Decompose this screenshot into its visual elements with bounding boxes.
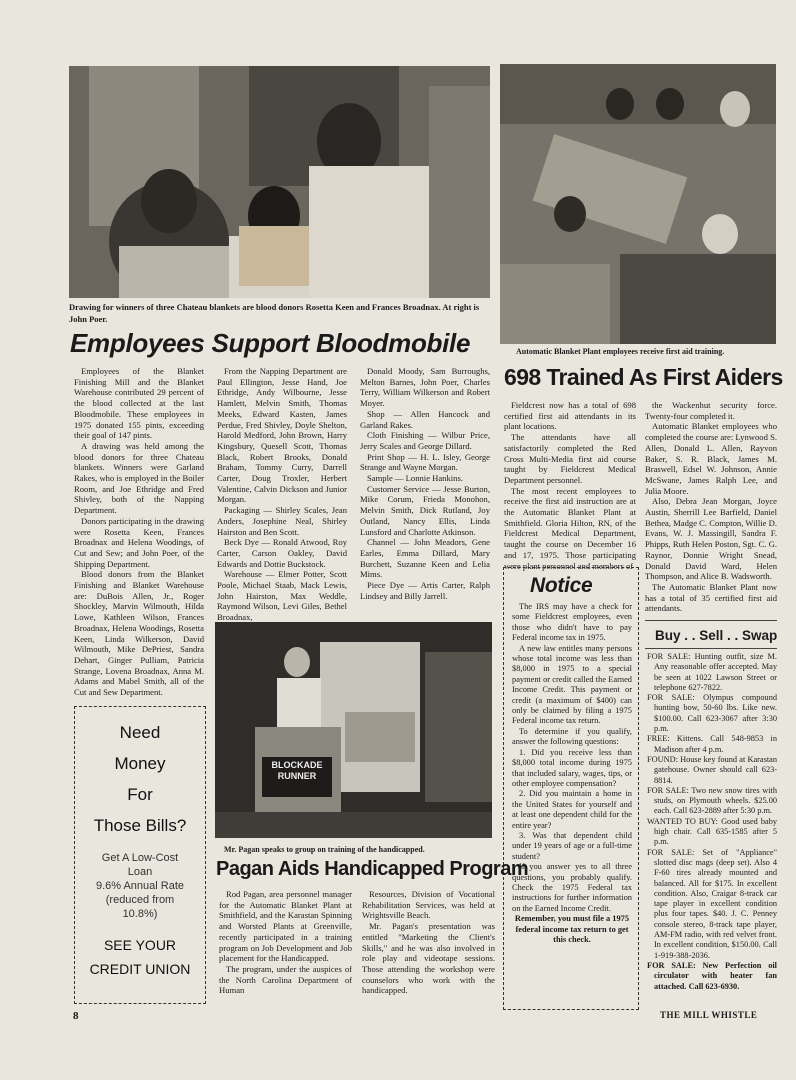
notice-paragraph: To determine if you qualify, answer the following questions: (512, 726, 632, 747)
ad-subtext-line: 10.8%) (122, 908, 158, 920)
bloodmobile-column-1 (74, 366, 204, 698)
first-aid-column-1 (504, 400, 636, 571)
ad-subtext-line: (reduced from (105, 894, 175, 906)
pagan-paragraph: Rod Pagan, area personnel manager for the Automatic Blanket Plant at Smithfield, and the Karastan Spinning and Worsted Plants at Greenville, recently participated in a training program on Job Development and Job placement for the Handicapped. (219, 889, 352, 964)
classifieds-title: Buy . . Sell . . Swap (655, 628, 778, 643)
classified-item: FOR SALE: Hunting outfit, size M. Any reasonable offer accepted. May be seen at 1022 Lawson Street or telephone 627-7822. (647, 652, 777, 692)
bloodmobile-paragraph: Warehouse — Elmer Potter, Scott Poole, Michael Staab, Mack Lewis, John Hairston, Max Weddle, Raymond Wilson, Levi Giles, Bethel Broadnax, (217, 569, 347, 623)
first-aid-paragraph: Automatic Blanket employees who completed the course are: Lynwood S. Allen, Donald L. Allen, Rayvon Baker, S. R. Black, James M. Braswell, Edsel W. Johnson, Annie McSwane, James Ralph Lee, and Julia Moore. (645, 421, 777, 496)
bloodmobile-paragraph: Packaging — Shirley Scales, Jean Anders, Josephine Neal, Shirley Hairston and Ben Scott. (217, 505, 347, 537)
pagan-column-2 (362, 889, 495, 996)
bloodmobile-paragraph: A drawing was held among the blood donors for three Chateau blankets. Winners were Garland Rakes, who is employed in the Boiler Room, and Joe Ethridge and Fred Shivley, both of the Napping Department. (74, 440, 204, 516)
bloodmobile-paragraph: Blood donors from the Blanket Finishing and Blanket Warehouse are: DuBois Allen, Jr., Roger Shockley, Marvin Wilmouth, Hilda Lowe, Kathleen Wilson, Frances Broadnax, Helena Woodings, Rosetta Keen, Linda Wilkerson, David Wilmouth, Mike DePriest, Sandra Dehart, Ginger Pulliam, Patricia Strange, Lovena Broadnax, Anna M. Adams and Mabel Smith, all of the Cut and Sew Department. (74, 569, 204, 698)
notice-remember: Remember, you must file a 1975 federal income tax return to get this check. (514, 914, 630, 944)
classified-item: FOR SALE: Olympus compound hunting bow, 50-60 lbs. Like new. $100.00. Call 623-3067 after 3:30 p.m. (647, 693, 777, 734)
notice-paragraph: 2. Did you maintain a home in the United States for yourself and at least one dependent child for the entire year? (512, 789, 632, 830)
first-aid-paragraph: The attendants have all satisfactorily completed the Red Cross Multi-Media first aid course taught by Fieldcrest Medical Department personnel. (504, 432, 636, 485)
first-aid-photo (500, 64, 776, 344)
publication-name: THE MILL WHISTLE (660, 1010, 758, 1020)
notice-paragraph: If you answer yes to all three questions, you probably qualify. Check the 1975 Federal tax instructions for further information on the Earned Income Credit. (512, 862, 632, 913)
first-aid-caption: Automatic Blanket Plant employees receive first aid training. (516, 347, 725, 356)
classified-item: FOUND: House key found at Karastan gatehouse. Owner should call 623-8814. (647, 754, 777, 785)
first-aid-paragraph: The Automatic Blanket Plant now has a total of 35 certified first aid attendants. (645, 581, 777, 614)
page-number: 8 (73, 1010, 79, 1022)
bloodmobile-column-2 (217, 366, 347, 623)
pagan-caption: Mr. Pagan speaks to group on training of the handicapped. (224, 845, 425, 854)
ad-subtext-line: Get A Low-Cost (101, 852, 179, 864)
classified-item: FOR SALE: Two new snow tires with studs, on Plymouth wheels. $25.00 each. Call 623-2889 after 5:30 p.m. (647, 785, 777, 816)
pagan-paragraph: Mr. Pagan's presentation was entitled "Marketing the Client's Skills," and he was also involved in role play and videotape sessions. Those attending the workshop were counselors who work with the handicapped. (362, 921, 495, 996)
notice-paragraph: The IRS may have a check for some Fieldcrest employees, even those who didn't have to pay Federal income tax in 1975. (512, 602, 632, 643)
first-aid-photo-art (500, 64, 776, 344)
bloodmobile-column-3 (360, 366, 490, 601)
bloodmobile-paragraph: Print Shop — H. L. Isley, George Strange and Wayne Morgan. (360, 451, 490, 473)
notice-paragraph: 1. Did you receive less than $8,000 total income during 1975 that included salary, wages, tips, or other employee compensation? (512, 747, 632, 788)
ad-headline (75, 717, 205, 841)
ad-headline-line: For (127, 785, 153, 804)
ad-headline-line: Those Bills? (93, 816, 187, 835)
bloodmobile-paragraph: Beck Dye — Ronald Atwood, Roy Carter, Carson Oakley, David Edwards and Dottie Buckstock. (217, 537, 347, 569)
ad-headline-line: Need (119, 723, 161, 742)
first-aid-paragraph: The most recent employees to receive the first aid instruction are at the Automatic Blanket Plant at Smithfield. Gloria Hilton, RN, of the Fieldcrest Medical Department, taught the course on December 16 and 17, 1975. Those participating were plant personnel and members of (504, 485, 636, 571)
pagan-photo-art (215, 622, 492, 838)
notice-paragraph: 3. Was that dependent child under 19 years of age or a full-time student? (512, 830, 632, 861)
ad-cta-line: CREDIT UNION (89, 961, 191, 977)
classifieds-list (647, 652, 777, 992)
pagan-paragraph: Resources, Division of Vocational Rehabilitation Services, was held at Wrightsville Beach. (362, 889, 495, 921)
first-aid-column-2 (645, 400, 777, 614)
first-aid-paragraph: the Wackenhut security force. Twenty-four completed it. (645, 400, 777, 421)
classified-item: FREE: Kittens. Call 548-9853 in Madison after 4 p.m. (647, 734, 777, 754)
first-aid-paragraph: Also, Debra Jean Morgan, Joyce Austin, Sherrill Lee Barfield, Daniel Bethea, Madge C. Compton, Willie D. Evans, W. J. Massingill, Sandra F. Phipps, Ruth Helen Poston, Sgt. C. G. Raynor, Donnie Wright Snead, Donald David Ward, Helen Thompson, and Alice B. Wadsworth. (645, 496, 777, 582)
bloodmobile-paragraph: Employees of the Blanket Finishing Mill and the Blanket Warehouse contributed 29 percent of the blood collected at the last Bloodmobile. These employees in 1975 donated 155 pints, exceeding their goal of 147 pints. (74, 366, 204, 441)
classified-item: WANTED TO BUY: Good used baby high chair. Call 635-1585 after 5 p.m. (647, 816, 777, 847)
ad-subtext-line: Loan (127, 866, 153, 878)
notice-paragraph: A new law entitles many persons whose total income was less than $8,000 in 1975 to a special payment or credit called the Earned Income Credit. This payment or credit (a maximum of $400) can only be claimed by filing a 1975 Federal income tax return. (512, 643, 632, 726)
blood-donors-photo (69, 66, 490, 298)
first-aid-paragraph: Fieldcrest now has a total of 698 certified first aid attendants in its plant locations. (504, 400, 636, 432)
bloodmobile-paragraph: Channel — John Meadors, Gene Earles, Emma Dillard, Mary Burchett, Suzanne Keen and Lelia Mims. (360, 537, 490, 580)
classified-item: FOR SALE: Set of "Appliance" slotted disc mags (deep set). Also 4 F-60 tires already mounted and balanced. All for $175. In excellent condition. Also, Craigar 8-track car tape player in excellent condition plus four tapes. $40. J. C. Penney console stereo, 8-track tape player, AM-FM radio, with red velvet front. In excellent condition, $150.00. Call 1-919-388-2036. (647, 847, 777, 960)
notice-title: Notice (530, 574, 593, 597)
classified-item: FOR SALE: New Perfection oil circulator with heater fan attached. Call 623-6930. (647, 960, 777, 991)
bloodmobile-paragraph: Sample — Lonnie Hankins. (367, 473, 463, 484)
pagan-column-1 (219, 889, 352, 996)
blood-donors-caption: Drawing for winners of three Chateau blankets are blood donors Rosetta Keen and Frances Broadnax. At right is John Poer. (69, 302, 480, 324)
first-aid-headline: 698 Trained As First Aiders (504, 364, 783, 390)
bloodmobile-paragraph: Cloth Finishing — Wilbur Price, Jerry Scales and George Dillard. (360, 430, 490, 451)
ad-subtext (75, 851, 205, 921)
blockade-runner-sign: BLOCKADE RUNNER (271, 760, 323, 781)
pagan-headline: Pagan Aids Handicapped Program (216, 858, 529, 880)
ad-subtext-line: 9.6% Annual Rate (95, 880, 185, 892)
pagan-photo (215, 622, 492, 838)
classifieds-top-rule (645, 620, 777, 621)
bloodmobile-paragraph: Customer Service — Jesse Burton, Mike Corum, Frieda Monohon, Melvin Smith, Dick Rutland, Joy Outland, Nancy Ellis, Linda Lunsford and Charlotte Atkinson. (360, 483, 490, 537)
notice-body (512, 602, 632, 945)
bloodmobile-paragraph: Piece Dye — Artis Carter, Ralph Lindsey and Billy Jarrell. (360, 580, 490, 601)
classifieds-title-rule (645, 648, 777, 649)
ad-headline-line: Money (114, 754, 166, 773)
credit-union-ad (74, 706, 206, 1004)
bloodmobile-paragraph: Shop — Allen Hancock and Garland Rakes. (360, 408, 490, 430)
bloodmobile-paragraph: Donald Moody, Sam Burroughs, Melton Barnes, John Poer, Charles Terry, William Wilkerson and Robert Moyer. (360, 366, 490, 409)
blood-donors-photo-art (69, 66, 490, 298)
bloodmobile-paragraph: Donors participating in the drawing were Rosetta Keen, Frances Broadnax and Helena Woodings, of Cut and Sew; and John Poer, of the Shipping Department. (74, 515, 204, 569)
ad-cta-line: SEE YOUR (103, 937, 177, 953)
ad-cta (75, 933, 205, 981)
pagan-paragraph: The program, under the auspices of the North Carolina Department of Human (219, 963, 352, 996)
bloodmobile-headline: Employees Support Bloodmobile (70, 328, 471, 358)
bloodmobile-paragraph: From the Napping Department are Paul Ellington, Jesse Hand, Joe Ethridge, Andy Wilbourne, Jesse Hamlett, Melvin Smith, Thomas Meeks, Edward Kasten, James Perdue, Fred Shivley, Doyle Shelton, Harold Medford, John Brown, Harry Kingsbury, Quesell Scott, Thomas Black, Robert Brooks, Donald Braham, Tommy Curry, Darrell Carter, Doug Troxler, Herbert Valentine, Calvin Dickson and Junior Morgan. (217, 366, 347, 505)
